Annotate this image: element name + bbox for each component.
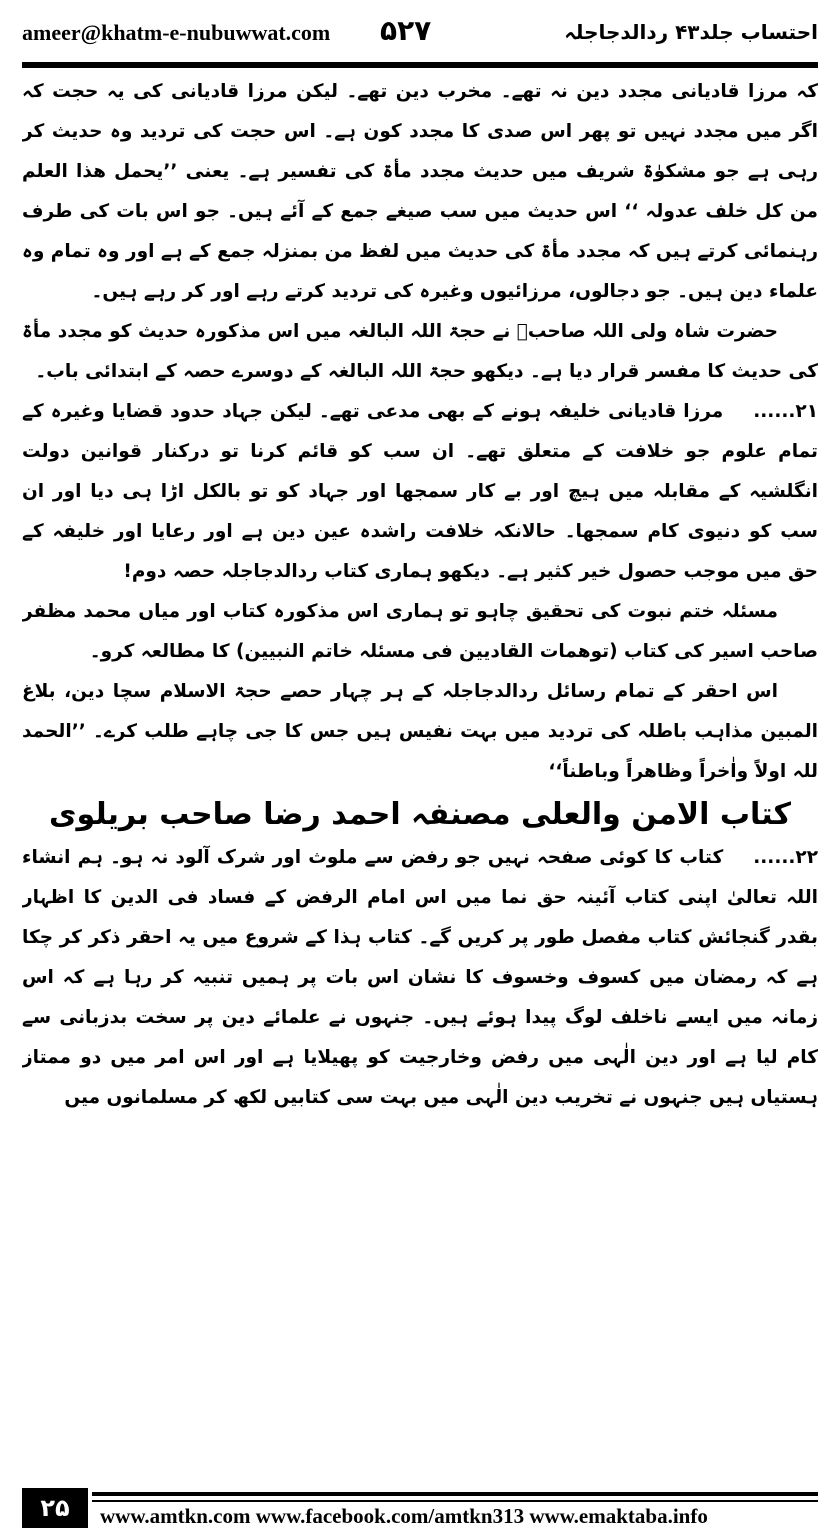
footer-divider-thin xyxy=(92,1500,818,1502)
section-title: کتاب الامن والعلی مصنفہ احمد رضا صاحب بریلوی xyxy=(49,797,791,832)
footer-divider xyxy=(92,1492,818,1496)
item-number: ۲۲...... xyxy=(753,847,818,868)
paragraph: اس احقر کے تمام رسائل ردالدجاجلہ کے ہر چہار حصے حجۃ الاسلام سچا دین، بلاغ المبین مذاہب باطلہ کی تردید میں بہت نفیس ہیں جس کا جی چاہے طلب کرے۔ ’’الحمد للہ اولاً واٰخراً وظاھراً وباطناً‘‘ xyxy=(22,681,818,782)
footer-page-number: ۲۵ xyxy=(22,1488,88,1528)
paragraph: کہ مرزا قادیانی مجدد دین نہ تھے۔ مخرب دین تھے۔ لیکن مرزا قادیانی کی یہ حجت کہ اگر میں مجدد نہیں تو پھر اس صدی کا مجدد کون ہے۔ اس حجت کی تردید وہ حدیث کر رہی ہے جو مشکوٰۃ شریف میں حدیث مجدد مأۃ کی تفسیر ہے۔ یعنی ’’یحمل ھذا العلم من کل خلف عدولہ ‘‘ اس حدیث میں سب صیغے جمع کے آئے ہیں۔ جو اس بات کی طرف رہنمائی کرتے ہیں کہ مجدد مأۃ کی حدیث میں لفظ من بمنزلہ جمع کے ہے اور وہ تمام وہ علماء دین ہیں۔ جو دجالوں، مرزائیوں وغیرہ کی تردید کرتے رہے اور کر رہے ہیں۔ xyxy=(22,81,818,302)
header-page-number: ۵۲۷ xyxy=(380,14,432,47)
numbered-paragraph xyxy=(22,838,818,1118)
header-book-title: احتساب جلد۴۳ ردالدجاجلہ xyxy=(564,20,818,44)
page-header xyxy=(22,14,818,64)
page-footer xyxy=(22,1488,818,1532)
page-body xyxy=(22,72,818,1452)
paragraph: حضرت شاہ ولی اللہ صاحبؒ نے حجۃ اللہ البالغہ میں اس مذکورہ حدیث کو مجدد مأۃ کی حدیث کا مفسر قرار دیا ہے۔ دیکھو حجۃ اللہ البالغہ کے دوسرے حصہ کے ابتدائی باب۔ xyxy=(22,321,818,382)
paragraph: مسئلہ ختم نبوت کی تحقیق چاہو تو ہماری اس مذکورہ کتاب اور میاں محمد مظفر صاحب اسیر کی کتاب (توھمات القادیین فی مسئلہ خاتم النبیین) کا مطالعہ کرو۔ xyxy=(22,601,818,662)
numbered-paragraph xyxy=(22,392,818,592)
paragraph-text: مرزا قادیانی خلیفہ ہونے کے بھی مدعی تھے۔ لیکن جہاد حدود قضایا وغیرہ کے تمام علوم جو خلافت کے متعلق تھے۔ ان سب کو قائم کرنا تو درکنار قوانین دولت انگلشیہ کے مقابلہ میں ہیچ اور بے کار سمجھا اور جہاد کو تو بالکل اڑا ہی دیا اور ان سب کو دنیوی کام سمجھا۔ حالانکہ خلافت راشدہ عین دین ہے اور رعایا اور خلیفہ کے حق میں موجب حصول خیر کثیر ہے۔ دیکھو ہماری کتاب ردالدجاجلہ حصہ دوم! xyxy=(22,401,818,582)
header-email: ameer@khatm-e-nubuwwat.com xyxy=(22,20,331,45)
paragraph-text: کتاب کا کوئی صفحہ نہیں جو رفض سے ملوث اور شرک آلود نہ ہو۔ ہم انشاء اللہ تعالیٰ اپنی کتاب آئینہ حق نما میں اس امام الرفض کے فساد فی الدین کا اظہار بقدر گنجائش کتاب مفصل طور پر کریں گے۔ کتاب ہذا کے شروع میں یہ احقر ذکر کر چکا ہے کہ رمضان میں کسوف وخسوف کا نشان اس بات پر ہمیں تنبیہ کر رہا ہے کہ اس زمانہ میں ایسے ناخلف لوگ پیدا ہوئے ہیں۔ جنہوں نے علمائے دین پر سخت بدزبانی سے کام لیا ہے اور دین الٰہی میں رفض وخارجیت کو پھیلایا ہے اور اس امر میں دو ممتاز ہستیاں ہیں جنہوں نے تخریب دین الٰہی میں بہت سی کتابیں لکھ کر مسلمانوں میں xyxy=(22,847,818,1108)
footer-links: www.amtkn.com www.facebook.com/amtkn313 www.emaktaba.info xyxy=(100,1504,708,1528)
item-number: ۲۱...... xyxy=(753,401,818,422)
header-divider xyxy=(22,62,818,68)
